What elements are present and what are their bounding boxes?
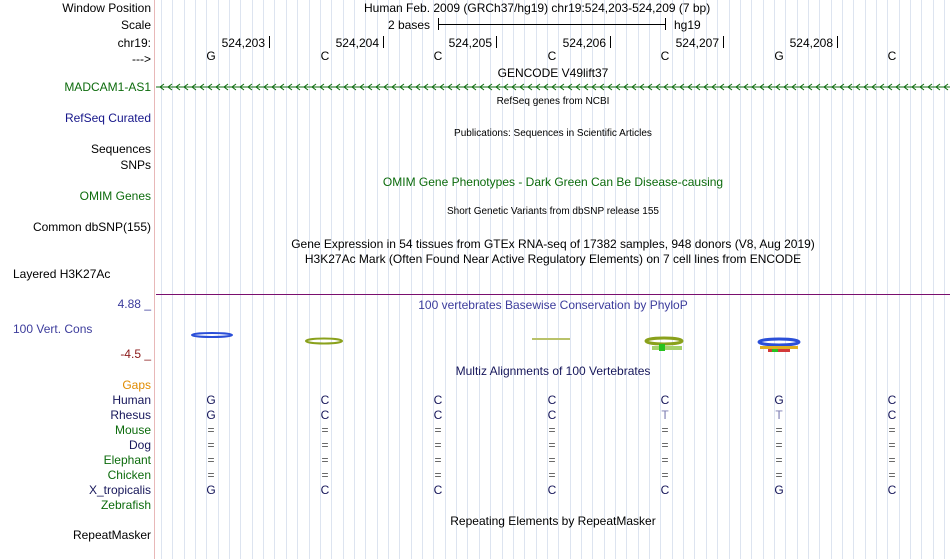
alignment-base: = bbox=[888, 423, 896, 437]
position-tick-label: 524,206 bbox=[562, 36, 606, 50]
alignment-base: C bbox=[660, 393, 670, 407]
position-tick bbox=[383, 36, 384, 48]
multiz-track-title: Multiz Alignments of 100 Vertebrates bbox=[455, 364, 651, 378]
alignment-base: = bbox=[548, 468, 556, 482]
reference-base: C bbox=[660, 49, 670, 63]
cons-min-value: -4.5 _ bbox=[120, 347, 151, 361]
scale-bar bbox=[438, 24, 666, 25]
alignment-base: C bbox=[547, 483, 557, 497]
alignment-base: = bbox=[434, 423, 442, 437]
omim-track-label[interactable]: OMIM Genes bbox=[79, 189, 151, 203]
alignment-base: = bbox=[548, 453, 556, 467]
genome-browser-image[interactable] bbox=[156, 0, 950, 559]
phylop-glyphs bbox=[156, 330, 950, 354]
phylop-glyph-2 bbox=[306, 339, 342, 344]
alignment-base: = bbox=[321, 438, 329, 452]
strand-label: ---> bbox=[132, 52, 151, 66]
sequences-track-label[interactable]: Sequences bbox=[90, 142, 151, 156]
dbsnp-track-title: Short Genetic Variants from dbSNP release 155 bbox=[447, 206, 659, 217]
alignment-base: C bbox=[433, 408, 443, 422]
alignment-base: = bbox=[548, 438, 556, 452]
repeatmasker-track-title: Repeating Elements by RepeatMasker bbox=[450, 514, 656, 528]
alignment-base: G bbox=[206, 483, 216, 497]
alignment-base: T bbox=[661, 408, 669, 422]
alignment-base: = bbox=[434, 453, 442, 467]
alignment-base: C bbox=[320, 408, 330, 422]
h3k27ac-track-title: H3K27Ac Mark (Often Found Near Active Regulatory Elements) on 7 cell lines from ENCODE bbox=[304, 252, 802, 266]
gaps-label: Gaps bbox=[122, 378, 151, 392]
position-tick-label: 524,207 bbox=[675, 36, 719, 50]
position-tick bbox=[837, 36, 838, 48]
alignment-base: G bbox=[774, 483, 784, 497]
alignment-base: G bbox=[774, 393, 784, 407]
gtex-track-title: Gene Expression in 54 tissues from GTEx RNA-seq of 17382 samples, 948 donors (V8, Aug 2019) bbox=[291, 237, 815, 251]
phylop-glyph-5 bbox=[759, 339, 799, 352]
omim-track-title: OMIM Gene Phenotypes - Dark Green Can Be Disease-causing bbox=[382, 175, 724, 189]
alignment-base: G bbox=[206, 393, 216, 407]
alignment-base: = bbox=[661, 423, 669, 437]
dbsnp-track-label[interactable]: Common dbSNP(155) bbox=[32, 220, 151, 234]
species-label[interactable]: Zebrafish bbox=[100, 498, 151, 512]
gencode-track-title: GENCODE V49lift37 bbox=[497, 66, 609, 80]
alignment-base: C bbox=[433, 393, 443, 407]
alignment-base: = bbox=[207, 423, 215, 437]
species-label[interactable]: Dog bbox=[128, 438, 151, 452]
track-divider bbox=[156, 294, 950, 295]
alignment-base: C bbox=[547, 393, 557, 407]
phylop-glyph-1 bbox=[192, 333, 232, 337]
alignment-base: T bbox=[775, 408, 783, 422]
alignment-base: = bbox=[775, 438, 783, 452]
refseq-track-label[interactable]: RefSeq Curated bbox=[64, 111, 151, 125]
alignment-base: = bbox=[548, 423, 556, 437]
phylop-glyph-4 bbox=[646, 338, 682, 351]
chrom-label: chr19: bbox=[117, 36, 151, 50]
alignment-base: = bbox=[434, 438, 442, 452]
window-position-label: Window Position bbox=[62, 1, 151, 15]
scale-value: 2 bases bbox=[388, 18, 431, 32]
species-label[interactable]: Chicken bbox=[107, 468, 151, 482]
species-label[interactable]: Human bbox=[112, 393, 151, 407]
scale-bar-right bbox=[665, 18, 666, 30]
alignment-base: = bbox=[207, 438, 215, 452]
reference-base: C bbox=[320, 49, 330, 63]
alignment-base: C bbox=[887, 483, 897, 497]
alignment-base: = bbox=[321, 453, 329, 467]
alignment-base: = bbox=[888, 468, 896, 482]
reference-base: C bbox=[433, 49, 443, 63]
position-tick-label: 524,208 bbox=[789, 36, 833, 50]
alignment-base: = bbox=[661, 438, 669, 452]
refseq-track-title: RefSeq genes from NCBI bbox=[496, 96, 610, 107]
alignment-base: = bbox=[321, 423, 329, 437]
species-label[interactable]: Mouse bbox=[114, 423, 151, 437]
gencode-gene-line[interactable] bbox=[156, 82, 950, 92]
species-label[interactable]: Rhesus bbox=[110, 408, 151, 422]
alignment-base: = bbox=[888, 453, 896, 467]
position-tick bbox=[496, 36, 497, 48]
alignment-base: C bbox=[320, 393, 330, 407]
snps-track-label[interactable]: SNPs bbox=[120, 158, 151, 172]
alignment-base: C bbox=[320, 483, 330, 497]
reference-base: C bbox=[547, 49, 557, 63]
repeatmasker-track-label[interactable]: RepeatMasker bbox=[72, 528, 151, 542]
position-tick bbox=[723, 36, 724, 48]
scale-assembly: hg19 bbox=[674, 18, 701, 32]
position-tick bbox=[610, 36, 611, 48]
reference-base: G bbox=[206, 49, 216, 63]
alignment-base: = bbox=[661, 453, 669, 467]
species-label[interactable]: Elephant bbox=[103, 453, 151, 467]
alignment-base: C bbox=[433, 483, 443, 497]
cons-track-label[interactable]: 100 Vert. Cons bbox=[13, 322, 93, 336]
alignment-base: = bbox=[775, 423, 783, 437]
alignment-base: C bbox=[547, 408, 557, 422]
alignment-base: = bbox=[434, 468, 442, 482]
position-tick-label: 524,203 bbox=[221, 36, 265, 50]
track-label-panel bbox=[0, 0, 155, 559]
alignment-base: C bbox=[660, 483, 670, 497]
gencode-gene-label[interactable]: MADCAM1-AS1 bbox=[64, 80, 151, 94]
alignment-base: = bbox=[888, 438, 896, 452]
alignment-base: G bbox=[206, 408, 216, 422]
alignment-base: = bbox=[661, 468, 669, 482]
alignment-base: = bbox=[775, 468, 783, 482]
scale-label: Scale bbox=[120, 18, 151, 32]
alignment-base: = bbox=[321, 468, 329, 482]
position-tick-label: 524,205 bbox=[448, 36, 492, 50]
species-label[interactable]: X_tropicalis bbox=[88, 483, 151, 497]
alignment-base: C bbox=[887, 408, 897, 422]
alignment-base: = bbox=[775, 453, 783, 467]
alignment-base: = bbox=[207, 453, 215, 467]
reference-base: G bbox=[774, 49, 784, 63]
position-tick bbox=[269, 36, 270, 48]
phylop-track-title: 100 vertebrates Basewise Conservation by PhyloP bbox=[418, 298, 688, 312]
publications-track-title: Publications: Sequences in Scientific Articles bbox=[454, 128, 652, 139]
reference-base: C bbox=[887, 49, 897, 63]
window-position-value: Human Feb. 2009 (GRCh37/hg19) chr19:524,203-524,209 (7 bp) bbox=[364, 1, 711, 15]
h3k27ac-track-label[interactable]: Layered H3K27Ac bbox=[13, 267, 111, 281]
alignment-base: = bbox=[207, 468, 215, 482]
alignment-base: C bbox=[887, 393, 897, 407]
cons-max-value: 4.88 _ bbox=[117, 297, 151, 311]
position-tick-label: 524,204 bbox=[335, 36, 379, 50]
